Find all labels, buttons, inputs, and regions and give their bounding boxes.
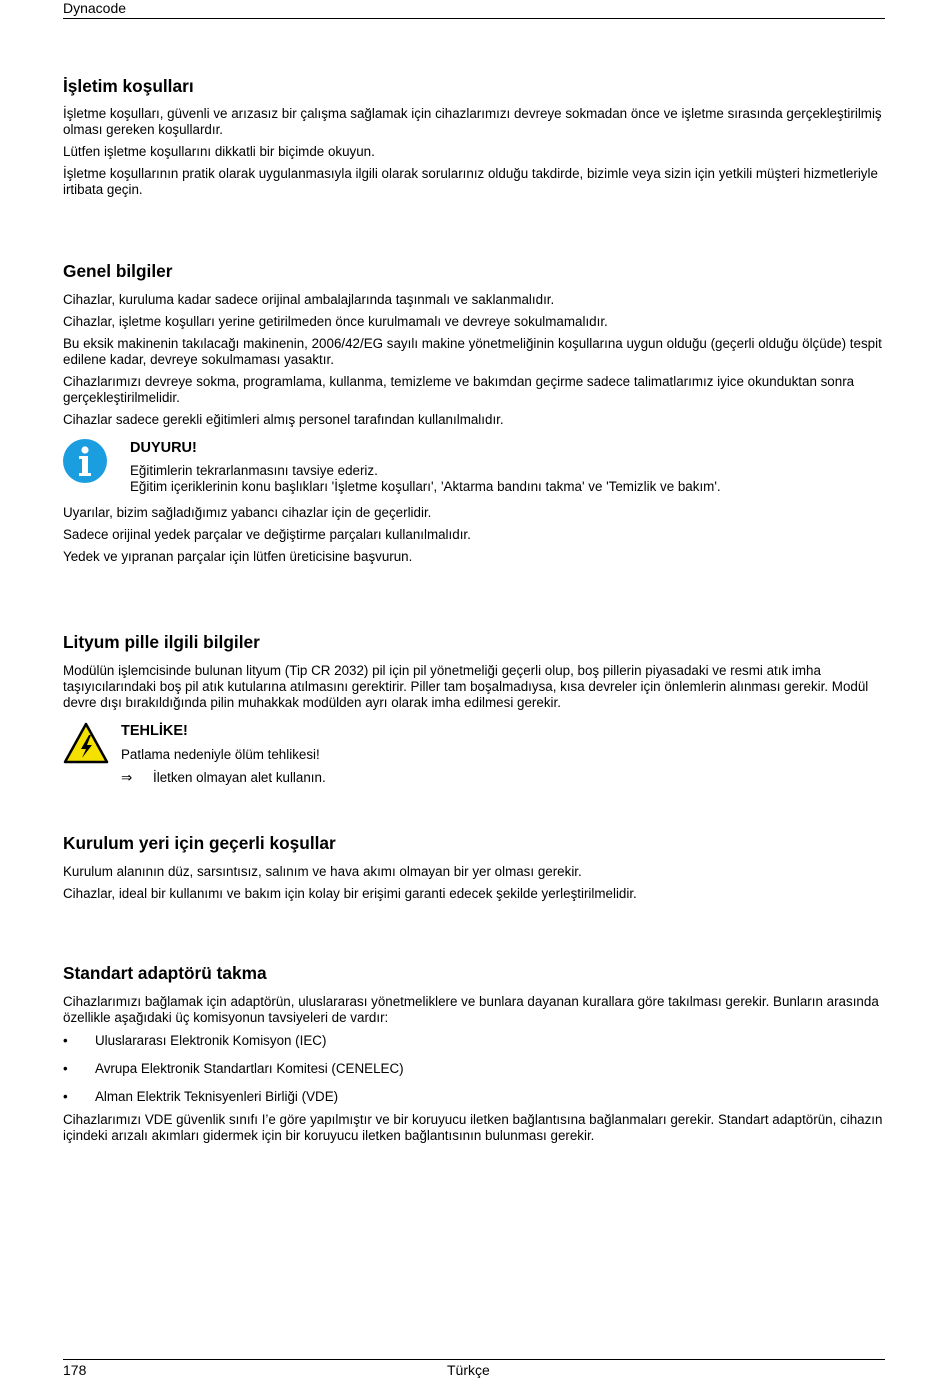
section-installation-site [63, 833, 885, 902]
paragraph: Bu eksik makinenin takılacağı makinenin, 2006/42/EG sayılı makine yönetmeliğinin koşullarına uygun olduğu (geçerli olduğu ölçüde) tespit edilene kadar, devreye sokulmaması yasaktır. [63, 336, 882, 367]
danger-title: TEHLİKE! [121, 723, 188, 739]
paragraph: Cihazlarımızı VDE güvenlik sınıfı I’e göre yapılmıştır ve bir koruyucu iletken bağlantısına bağlanmaları gerekir. Standart adaptörün, cihazın içindeki arızalı akımları gidermek için bir koruyucu iletken bağlantısının bulunması gerekir. [63, 1112, 883, 1143]
page-number: 178 [63, 1362, 87, 1378]
notice-box [63, 439, 885, 495]
paragraph: Cihazlarımızı bağlamak için adaptörün, uluslararası yönetmeliklere ve bunlara dayanan kurallara göre takılması gerekir. Bunların arasında özellikle aşağıdaki üç komisyonun tavsiyeleri de vardır: [63, 994, 879, 1025]
paragraph: Lütfen işletme koşullarını dikkatli bir biçimde okuyun. [63, 144, 375, 159]
list-item: • Uluslararası Elektronik Komisyon (IEC) [63, 1033, 327, 1048]
notice-line: Eğitimlerin tekrarlanmasını tavsiye ederiz. [130, 463, 378, 478]
section-operating-conditions [63, 76, 885, 198]
paragraph: Cihazlar, ideal bir kullanımı ve bakım için kolay bir erişimi garanti edecek şekilde yerleştirilmelidir. [63, 886, 637, 901]
bullet: • [63, 1089, 68, 1104]
danger-line: Patlama nedeniyle ölüm tehlikesi! [121, 747, 320, 762]
paragraph: Cihazlar, kuruluma kadar sadece orijinal ambalajlarında taşınmalı ve saklanmalıdır. [63, 292, 555, 307]
danger-box [63, 722, 885, 786]
commission-list [63, 1033, 885, 1117]
section-heading: Genel bilgiler [63, 261, 173, 281]
info-icon [63, 439, 107, 483]
list-item: • Alman Elektrik Teknisyenleri Birliği (VDE) [63, 1089, 339, 1104]
paragraph: Uyarılar, bizim sağladığımız yabancı cihazlar için de geçerlidir. [63, 505, 432, 520]
high-voltage-warning-icon [63, 722, 109, 764]
notice-line: Eğitim içeriklerinin konu başlıkları 'İşletme koşulları', 'Aktarma bandını takma' ve 'Temizlik ve bakım'. [130, 479, 721, 494]
paragraph: Yedek ve yıpranan parçalar için lütfen üreticisine başvurun. [63, 549, 413, 564]
page-header-title: Dynacode [63, 0, 127, 16]
footer-language: Türkçe [447, 1362, 490, 1378]
notice-title: DUYURU! [130, 440, 197, 456]
bullet: • [63, 1061, 68, 1076]
section-heading: Standart adaptörü takma [63, 963, 267, 983]
section-heading: Kurulum yeri için geçerli koşullar [63, 833, 336, 853]
bullet: • [63, 1033, 68, 1048]
section-standard-adapter [63, 963, 885, 1144]
paragraph: Cihazlar, işletme koşulları yerine getirilmeden önce kurulmamalı ve devreye sokulmamalıdır. [63, 314, 608, 329]
paragraph: İşletme koşullarının pratik olarak uygulanmasıyla ilgili olarak sorularınız olduğu takdirde, bizimle veya sizin için yetkili müşteri hizmetleriyle irtibata geçin. [63, 166, 878, 197]
paragraph: Modülün işlemcisinde bulunan lityum (Tip CR 2032) pil için pil yönetmeliği geçerli olup, boş pillerin piyasadaki ve resmi atık imha taşıyıcılarındaki boş pil atık kutularına atılmasını gerektirir. Piller tam boşalmadıysa, kısa devreler için önlemlerin alınması gerekir. Modül devre dışı bırakıldığında pilin muhakkak modülden ayrı olarak imha edilmesi gerekir. [63, 663, 869, 710]
arrow-right-icon: ⇒ [121, 770, 133, 785]
paragraph: Kurulum alanının düz, sarsıntısız, salınım ve hava akımı olmayan bir yer olması gerekir. [63, 864, 582, 879]
section-general-info [63, 261, 885, 565]
section-heading: Lityum pille ilgili bilgiler [63, 632, 260, 652]
section-lithium-battery [63, 632, 885, 786]
footer-divider [63, 1359, 885, 1360]
danger-action-text: İletken olmayan alet kullanın. [153, 770, 326, 785]
paragraph: Sadece orijinal yedek parçalar ve değiştirme parçaları kullanılmalıdır. [63, 527, 471, 542]
paragraph: Cihazlarımızı devreye sokma, programlama, kullanma, temizleme ve bakımdan geçirme sadece talimatlarımız iyice okunduktan sonra gerçekleştirilmelidir. [63, 374, 855, 405]
paragraph: İşletme koşulları, güvenli ve arızasız bir çalışma sağlamak için cihazlarımızı devreye sokmadan önce ve işletme sırasında gerçekleştirilmiş olması gereken koşullardır. [63, 106, 882, 137]
paragraph: Cihazlar sadece gerekli eğitimleri almış personel tarafından kullanılmalıdır. [63, 412, 504, 427]
header-divider [63, 18, 885, 19]
list-item: • Avrupa Elektronik Standartları Komitesi (CENELEC) [63, 1061, 404, 1076]
section-heading: İşletim koşulları [63, 76, 194, 96]
danger-action [121, 770, 885, 786]
